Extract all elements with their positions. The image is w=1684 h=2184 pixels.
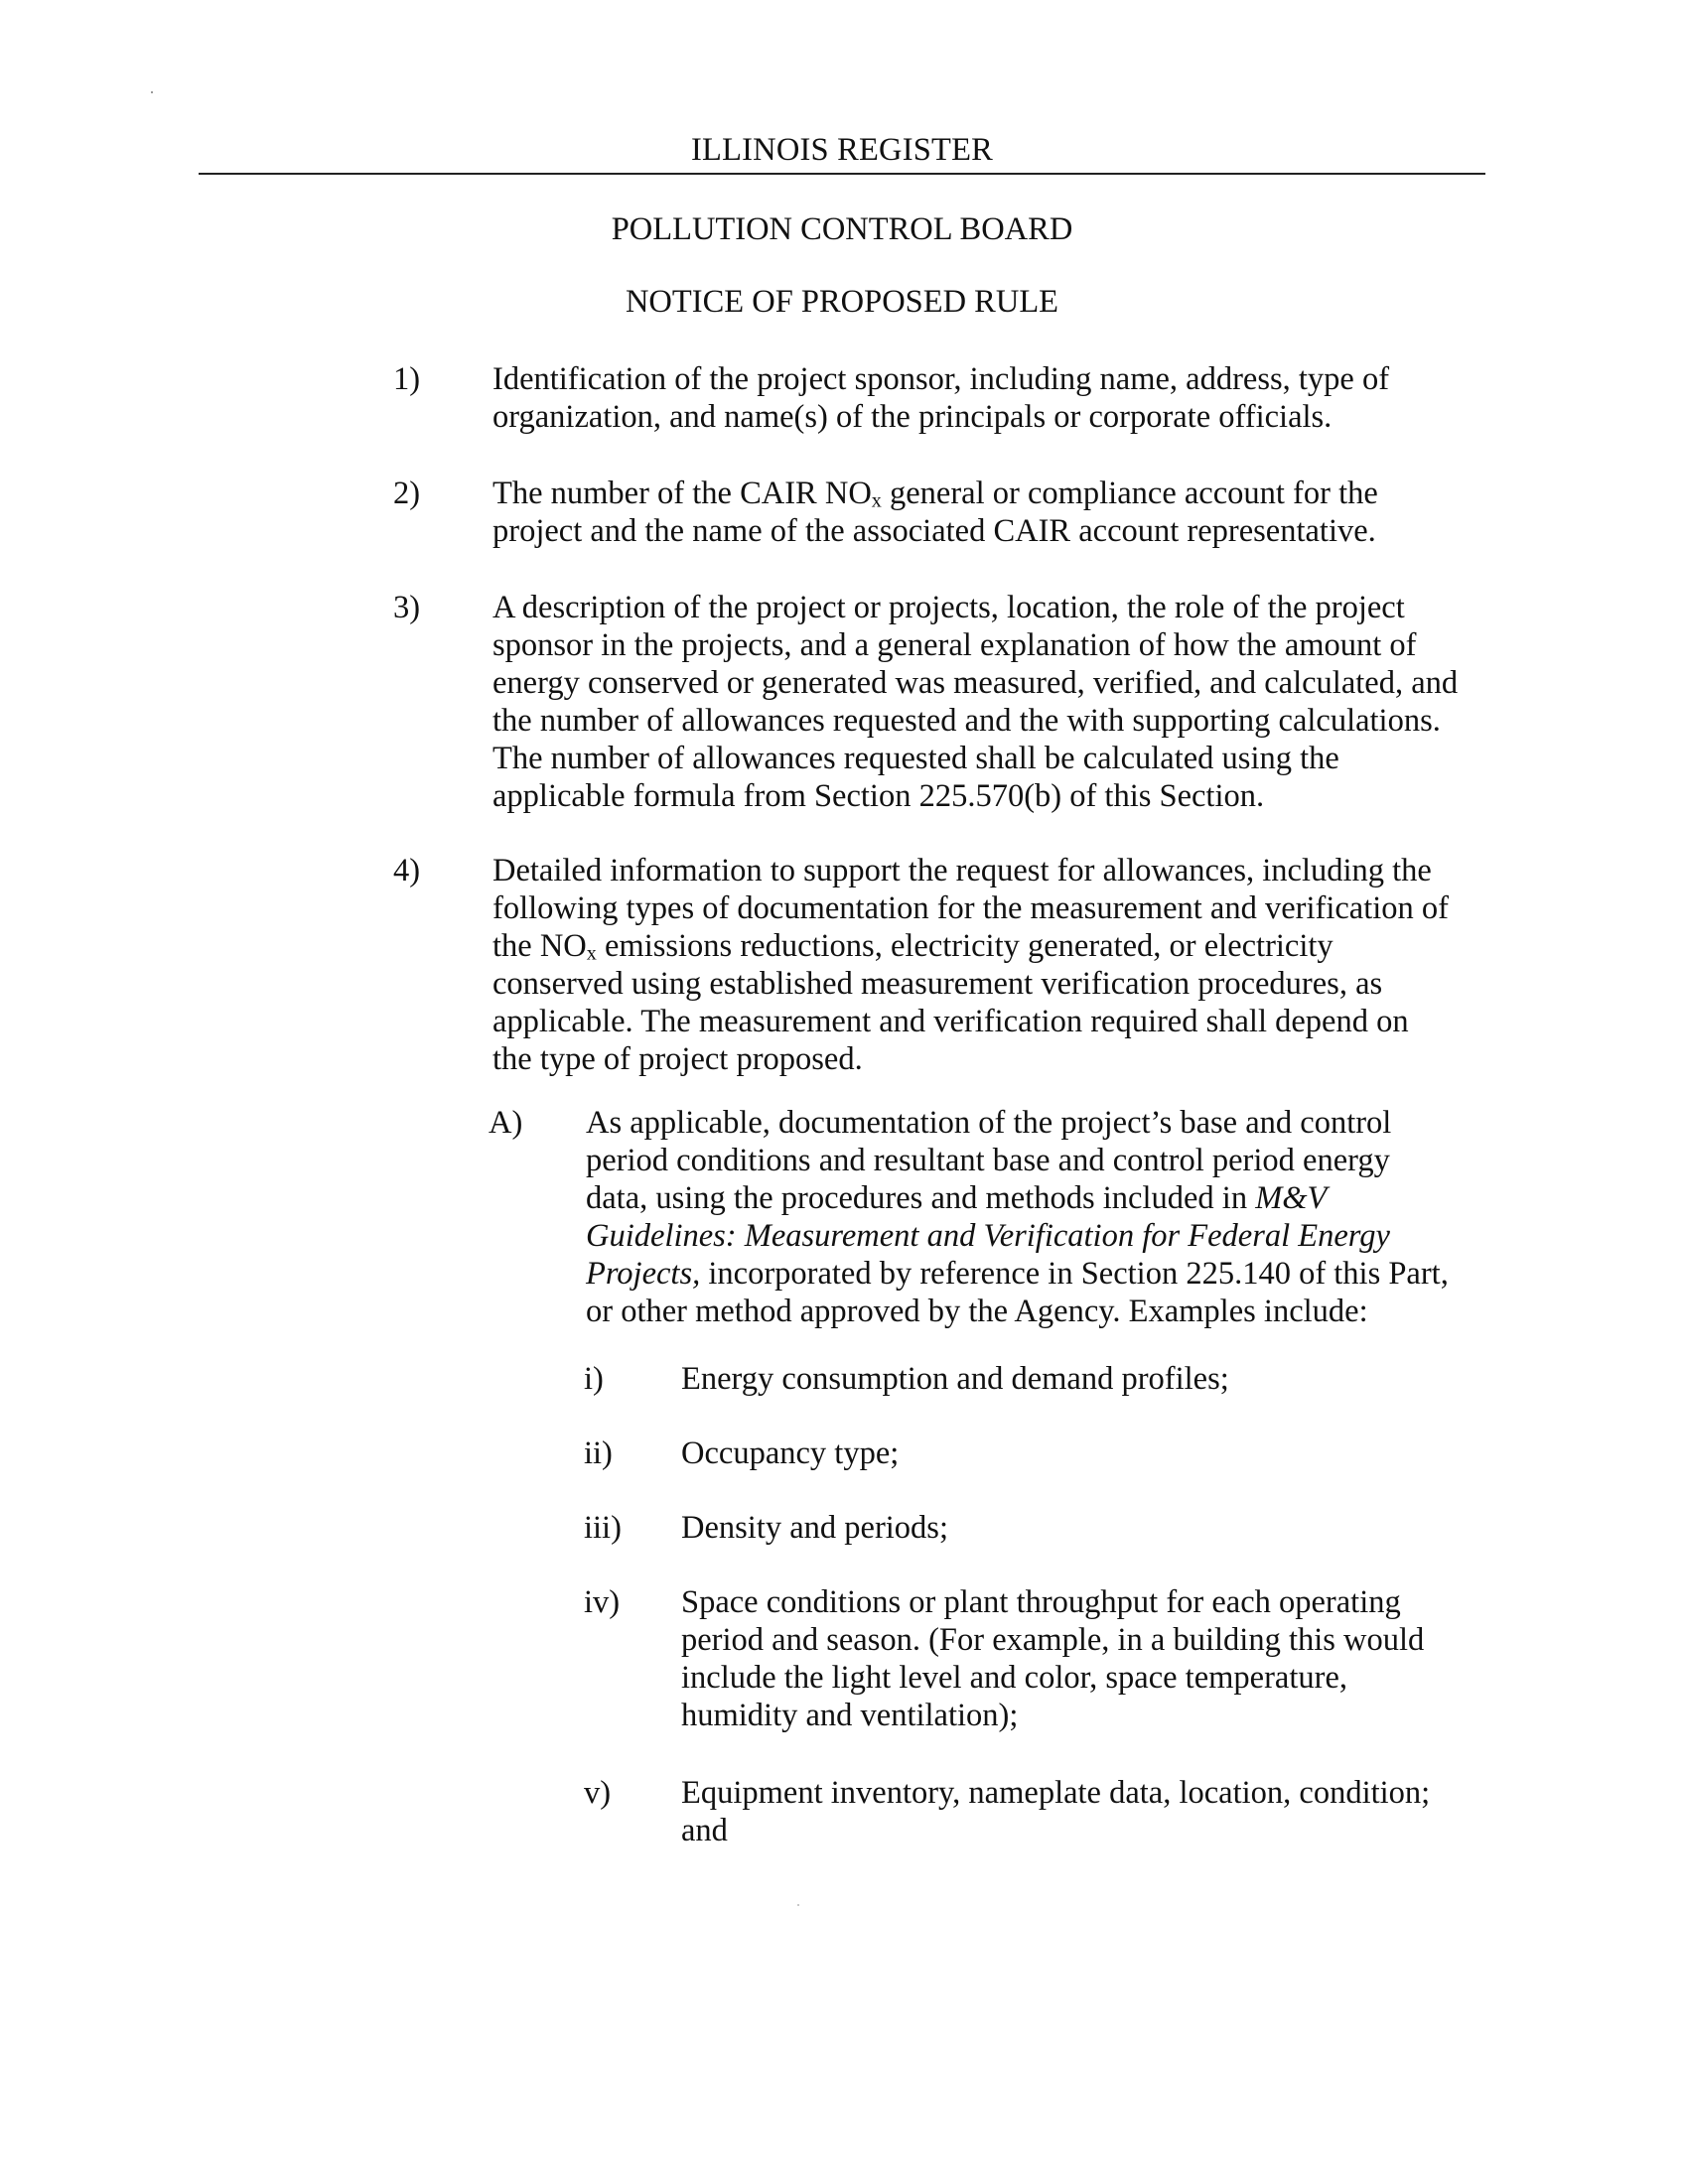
text-line: Detailed information to support the request for allowances, including the (492, 853, 1432, 888)
text-line: or other method approved by the Agency. Examples include: (586, 1294, 1368, 1329)
text-line: humidity and ventilation); (681, 1698, 1019, 1733)
item-text (681, 1774, 1430, 1849)
subscript: x (871, 489, 882, 512)
text-line: Equipment inventory, nameplate data, location, condition; (681, 1775, 1431, 1811)
text-line: Energy consumption and demand profiles; (681, 1361, 1229, 1397)
register-title: ILLINOIS REGISTER (691, 132, 993, 168)
citation-title: Projects, (586, 1256, 701, 1292)
citation-title: Guidelines: Measurement and Verification for Federal Energy (586, 1218, 1390, 1254)
item-number: A) (489, 1105, 523, 1141)
item-number: ii) (584, 1435, 613, 1471)
text-run: The number of the CAIR NO (492, 476, 872, 511)
text-line: conserved using established measurement verification procedures, as (492, 966, 1383, 1002)
text-line: following types of documentation for the measurement and verification of (492, 890, 1449, 926)
text-line: Density and periods; (681, 1510, 948, 1546)
notice-type: NOTICE OF PROPOSED RULE (625, 284, 1059, 320)
item-text (492, 475, 1378, 550)
item-text (681, 1434, 899, 1472)
text-line: include the light level and color, space temperature, (681, 1660, 1347, 1696)
text-line (492, 475, 1378, 512)
agency-name: POLLUTION CONTROL BOARD (611, 211, 1073, 247)
text-line: As applicable, documentation of the project’s base and control (586, 1105, 1392, 1141)
text-line (586, 1179, 1449, 1217)
text-line: A description of the project or projects, location, the role of the project (492, 590, 1405, 625)
item-text (492, 360, 1389, 436)
text-line: The number of allowances requested shall be calculated using the (492, 741, 1339, 776)
text-line: the type of project proposed. (492, 1041, 863, 1077)
item-number: i) (584, 1361, 604, 1397)
text-line: applicable. The measurement and verification required shall depend on (492, 1004, 1409, 1039)
item-number: 1) (393, 361, 421, 397)
text-line: period and season. (For example, in a building this would (681, 1622, 1425, 1658)
text-line (492, 927, 1449, 965)
text-line: energy conserved or generated was measured, verified, and calculated, and (492, 665, 1459, 701)
item-number: v) (584, 1775, 612, 1811)
header-divider (199, 173, 1485, 175)
item-number: 4) (393, 853, 421, 888)
item-text (681, 1509, 948, 1547)
subscript: x (586, 942, 597, 965)
item-text (492, 852, 1449, 1078)
item-text (681, 1360, 1229, 1398)
text-run: data, using the procedures and methods included in (586, 1180, 1256, 1216)
item-number: iii) (584, 1510, 622, 1546)
text-line: Space conditions or plant throughput for each operating (681, 1584, 1401, 1620)
text-line: Identification of the project sponsor, including name, address, type of (492, 361, 1390, 397)
item-number: iv) (584, 1584, 621, 1620)
item-text (586, 1104, 1449, 1330)
item-text (492, 589, 1458, 815)
text-line: the number of allowances requested and the with supporting calculations. (492, 703, 1441, 739)
text-line: organization, and name(s) of the principals or corporate officials. (492, 399, 1333, 435)
text-line (586, 1255, 1449, 1293)
text-run: incorporated by reference in Section 225.140 of this Part, (700, 1256, 1449, 1292)
text-run: the NO (492, 928, 587, 964)
scan-speck (151, 91, 153, 93)
text-run: emissions reductions, electricity generated, or electricity (596, 928, 1333, 964)
text-line: project and the name of the associated CAIR account representative. (492, 513, 1376, 549)
text-line: and (681, 1813, 728, 1848)
item-number: 3) (393, 590, 421, 625)
text-line: Occupancy type; (681, 1435, 900, 1471)
text-line (586, 1217, 1449, 1255)
citation-title: M&V (1255, 1180, 1328, 1216)
text-line: period conditions and resultant base and control period energy (586, 1143, 1390, 1178)
text-line: applicable formula from Section 225.570(b) of this Section. (492, 778, 1265, 814)
item-number: 2) (393, 476, 421, 511)
text-line: sponsor in the projects, and a general explanation of how the amount of (492, 627, 1417, 663)
text-run: general or compliance account for the (881, 476, 1378, 511)
item-text (681, 1583, 1424, 1734)
scan-speck (797, 1904, 799, 1906)
